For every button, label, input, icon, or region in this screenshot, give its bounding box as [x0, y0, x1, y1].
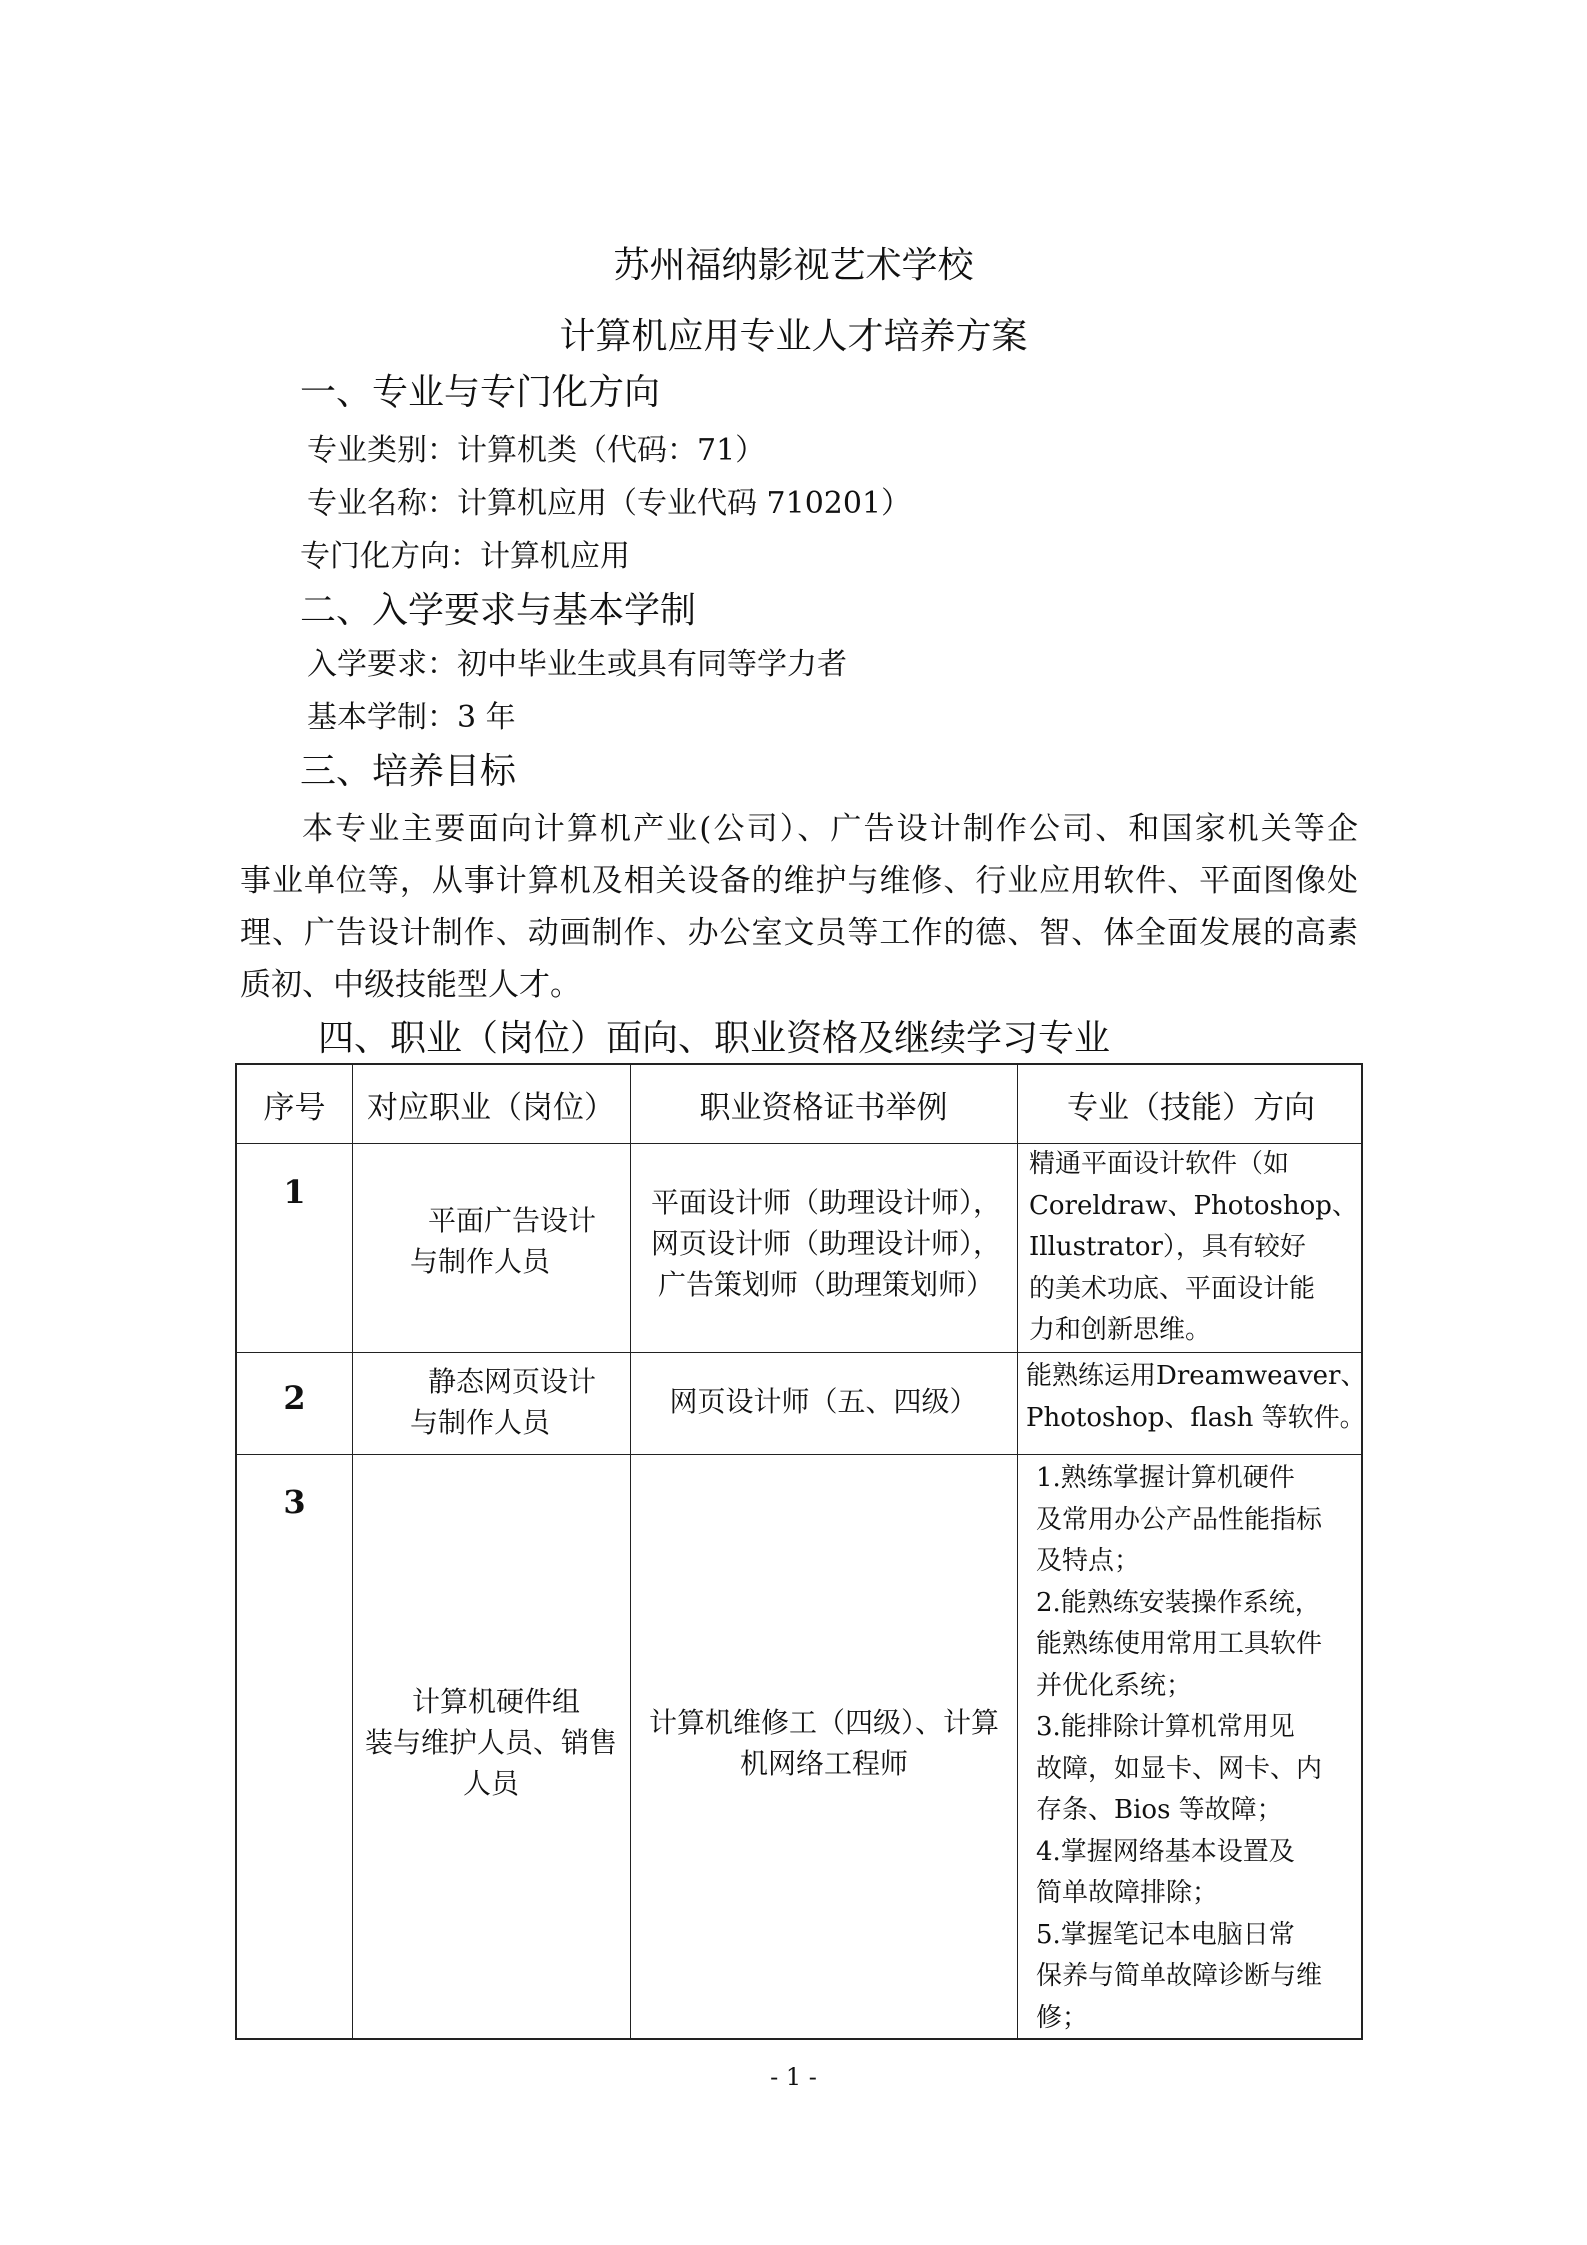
- row-1-job: [352, 1200, 630, 1282]
- row-1-cert-line: 平面设计师（助理设计师），: [650, 1186, 1001, 1219]
- paragraph-line: 本专业主要面向计算机产业(公司）、广告设计制作公司、和国家机关等企: [302, 811, 1358, 847]
- major-name: 专业名称：计算机应用（专业代码 710201）: [307, 486, 912, 521]
- table-divider: [630, 1065, 631, 2038]
- table-divider: [237, 1454, 1361, 1455]
- section-2-heading: 二、入学要求与基本学制: [300, 590, 697, 631]
- row-2-job-line: 静态网页设计: [428, 1365, 597, 1398]
- row-1-direction-line: 的美术功底、平面设计能: [1029, 1273, 1316, 1304]
- row-3-direction-line: 3.能排除计算机常用见: [1036, 1712, 1295, 1742]
- table-header-direction: 专业（技能）方向: [1067, 1089, 1315, 1126]
- row-1-certificate: [645, 1182, 1007, 1305]
- row-1-job-line: 与制作人员: [409, 1245, 550, 1278]
- row-3-direction-line: 及常用办公产品性能指标: [1036, 1504, 1323, 1535]
- row-1-cert-line: 广告策划师（助理策划师）: [657, 1268, 994, 1301]
- major-category: 专业类别：计算机类（代码：71）: [307, 433, 766, 468]
- row-3-number: 3: [283, 1483, 306, 1521]
- row-3-cert-line: 计算机维修工（四级）、计算: [648, 1706, 999, 1739]
- table-divider: [1017, 1065, 1018, 2038]
- row-3-direction-line: 并优化系统；: [1036, 1670, 1193, 1701]
- study-duration: 基本学制：3 年: [307, 700, 516, 735]
- row-1-direction-line: Illustrator），具有较好: [1029, 1232, 1306, 1262]
- row-2-number: 2: [283, 1379, 306, 1417]
- row-3-certificate: [637, 1702, 1011, 1784]
- table-header-certificate: 职业资格证书举例: [699, 1089, 948, 1126]
- row-2-job-line: 与制作人员: [410, 1406, 551, 1439]
- row-3-job: [352, 1681, 630, 1804]
- row-1-direction-line: Coreldraw、Photoshop、: [1029, 1190, 1358, 1221]
- paragraph-line: 理、广告设计制作、动画制作、办公室文员等工作的德、智、体全面发展的高素: [240, 915, 1358, 951]
- row-3-direction-line: 5.掌握笔记本电脑日常: [1036, 1919, 1295, 1950]
- row-3-direction-line: 保养与简单故障诊断与维: [1036, 1961, 1323, 1991]
- specialization-direction: 专门化方向：计算机应用: [300, 539, 630, 574]
- row-3-direction: [1036, 1458, 1354, 2039]
- row-3-direction-line: 故障，如显卡、网卡、内: [1036, 1753, 1323, 1784]
- section-4-heading: 四、职业（岗位）面向、职业资格及继续学习专业: [318, 1018, 1111, 1059]
- row-3-job-line: 计算机硬件组: [411, 1685, 580, 1718]
- table-header-number: 序号: [263, 1089, 326, 1126]
- school-name: 苏州福纳影视艺术学校: [613, 245, 974, 286]
- row-1-cert-line: 网页设计师（助理设计师），: [650, 1227, 1001, 1260]
- training-goal-paragraph: [240, 803, 1358, 1011]
- row-2-direction-line: 能熟练运用Dreamweaver、: [1026, 1361, 1367, 1391]
- row-3-direction-line: 4.掌握网络基本设置及: [1036, 1836, 1295, 1867]
- row-3-job-line: 人员: [462, 1767, 519, 1800]
- row-1-direction: [1029, 1144, 1358, 1352]
- row-3-cert-line: 机网络工程师: [739, 1747, 908, 1780]
- row-3-direction-line: 1.熟练掌握计算机硬件: [1036, 1463, 1295, 1493]
- paragraph-line: 事业单位等，从事计算机及相关设备的维护与维修、行业应用软件、平面图像处: [240, 863, 1358, 899]
- row-2-certificate: 网页设计师（五、四级）: [669, 1385, 978, 1418]
- row-3-direction-line: 2.能熟练安装操作系统，: [1036, 1587, 1321, 1618]
- page-number: - 1 -: [770, 2063, 817, 2091]
- paragraph-line: 质初、中级技能型人才。: [240, 967, 581, 1003]
- row-3-job-line: 装与维护人员、销售: [364, 1726, 617, 1759]
- table-divider: [237, 1352, 1361, 1353]
- row-1-number: 1: [283, 1173, 306, 1211]
- row-2-job: [410, 1361, 630, 1443]
- section-1-heading: 一、专业与专门化方向: [300, 372, 661, 413]
- row-1-direction-line: 力和创新思维。: [1029, 1315, 1212, 1345]
- row-3-direction-line: 简单故障排除；: [1036, 1878, 1219, 1908]
- table-header-job: 对应职业（岗位）: [367, 1089, 615, 1126]
- section-3-heading: 三、培养目标: [300, 751, 517, 792]
- row-3-direction-line: 存条、Bios 等故障；: [1036, 1795, 1283, 1825]
- row-1-job-line: 平面广告设计: [427, 1204, 596, 1237]
- row-2-direction: [1026, 1356, 1367, 1439]
- row-3-direction-line: 及特点；: [1036, 1546, 1141, 1576]
- row-3-direction-line: 能熟练使用常用工具软件: [1036, 1629, 1323, 1659]
- row-2-direction-line: Photoshop、flash 等软件。: [1026, 1402, 1366, 1433]
- admission-requirement: 入学要求：初中毕业生或具有同等学力者: [307, 647, 847, 682]
- row-1-direction-line: 精通平面设计软件（如: [1029, 1149, 1290, 1179]
- row-3-direction-line: 修；: [1036, 2002, 1089, 2033]
- career-table: [235, 1063, 1367, 2040]
- document-title: 计算机应用专业人才培养方案: [559, 316, 1028, 357]
